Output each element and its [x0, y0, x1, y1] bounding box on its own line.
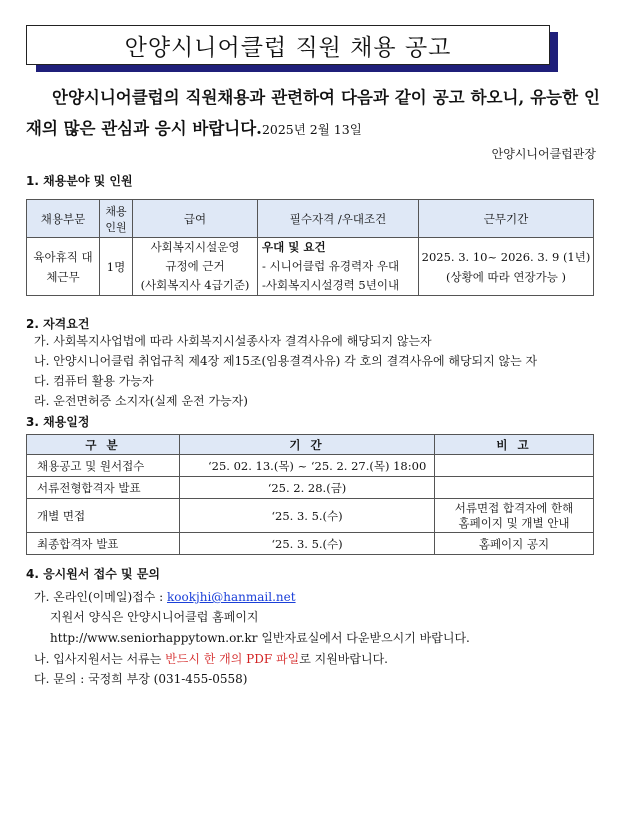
schedule-label: 개별 면접: [27, 499, 180, 533]
qualification-item: 라. 운전면허증 소지자(실제 운전 가능자): [34, 394, 248, 408]
schedule-note: [435, 455, 594, 477]
qualification-item: 가. 사회복지사업법에 따라 사회복지시설종사자 결격사유에 해당되지 않는자: [34, 334, 432, 348]
qualification-item: 나. 안양시니어클럽 취업규칙 제4장 제15조(임용결격사유) 각 호의 결격사유에 해당되지 않는 자: [34, 354, 538, 368]
period-line-2: (상황에 따라 연장가능 ): [446, 269, 566, 284]
period-line-1: 2025. 3. 10~ 2026. 3. 9 (1년): [421, 249, 591, 264]
intro-paragraph: [26, 82, 600, 145]
header-category: 구 분: [27, 435, 180, 455]
qualification-line-2: -사회복지시설경력 5년이내: [262, 278, 400, 292]
contact-line: 다. 문의 : 국정희 부장 (031-455-0558): [34, 672, 248, 686]
header-qualification: 필수자격 /우대조건: [258, 200, 419, 238]
header-dept: 채용부문: [27, 200, 100, 238]
header-note: 비 고: [435, 435, 594, 455]
table-row: [27, 455, 594, 477]
form-info-line: 지원서 양식은 안양시니어클럽 홈페이지: [50, 610, 259, 624]
schedule-period: ‘25. 3. 5.(수): [180, 533, 435, 555]
table-row: [27, 533, 594, 555]
header-salary: 급여: [133, 200, 258, 238]
schedule-note: [435, 477, 594, 499]
recruitment-table: [26, 199, 594, 296]
online-label: 가. 온라인(이메일)접수 :: [34, 590, 167, 604]
schedule-period: ‘25. 02. 13.(목) ~ ‘25. 2. 27.(목) 18:00: [180, 455, 435, 477]
cell-period: [419, 238, 594, 296]
intro-text: 안양시니어클럽의 직원채용과 관련하여 다음과 같이 공고 하오니, 유능한 인재의 많은 관심과 응시 바랍니다.: [26, 88, 600, 138]
section4-heading: 4. 응시원서 접수 및 문의: [26, 567, 160, 581]
schedule-label: 서류전형합격자 발표: [27, 477, 180, 499]
schedule-period: ‘25. 3. 5.(수): [180, 499, 435, 533]
cell-count: 1명: [100, 238, 133, 296]
cell-qualification: [258, 238, 419, 296]
header-period: 근무기간: [419, 200, 594, 238]
salary-line-2: 규정에 근거: [165, 259, 225, 273]
section1-heading: 1. 채용분야 및 인원: [26, 174, 133, 188]
cell-dept: 육아휴직 대체근무: [27, 238, 100, 296]
pdf-notice-line: [34, 650, 388, 667]
pdf-suffix: 로 지원바랍니다.: [299, 652, 388, 666]
qualification-item: 다. 컴퓨터 활용 가능자: [34, 374, 154, 388]
cell-salary: [133, 238, 258, 296]
pdf-prefix: 나. 입사지원서는 서류는: [34, 652, 166, 666]
url-line: http://www.seniorhappytown.or.kr 일반자료실에서 다운받으시기 바랍니다.: [50, 631, 470, 645]
notice-date: 2025년 2월 13일: [261, 122, 362, 137]
qualification-title: 우대 및 요건: [262, 240, 326, 254]
schedule-note: 홈페이지 공지: [435, 533, 594, 555]
table-row: [27, 238, 594, 296]
section2-heading: 2. 자격요건: [26, 317, 90, 331]
salary-line-3: (사회복지사 4급기준): [140, 278, 250, 292]
pdf-emphasis: 반드시 한 개의 PDF 파일: [165, 652, 300, 666]
schedule-note: 서류면접 합격자에 한해 홈페이지 및 개별 안내: [435, 499, 594, 533]
online-application-line: [34, 588, 296, 605]
header-period: 기 간: [180, 435, 435, 455]
table-row: [27, 499, 594, 533]
salary-line-1: 사회복지시설운영: [150, 240, 240, 254]
table-row: [27, 477, 594, 499]
section3-heading: 3. 채용일정: [26, 415, 90, 429]
author: 안양시니어클럽관장: [491, 147, 596, 161]
header-count: 채용 인원: [100, 200, 133, 238]
email-link[interactable]: kookjhi@hanmail.net: [167, 590, 296, 604]
schedule-table: [26, 434, 594, 555]
schedule-label: 채용공고 및 원서접수: [27, 455, 180, 477]
qualification-line-1: - 시니어클럽 유경력자 우대: [262, 259, 400, 273]
schedule-label: 최종합격자 발표: [27, 533, 180, 555]
schedule-period: ‘25. 2. 28.(금): [180, 477, 435, 499]
page-title: 안양시니어클럽 직원 채용 공고: [26, 25, 550, 65]
